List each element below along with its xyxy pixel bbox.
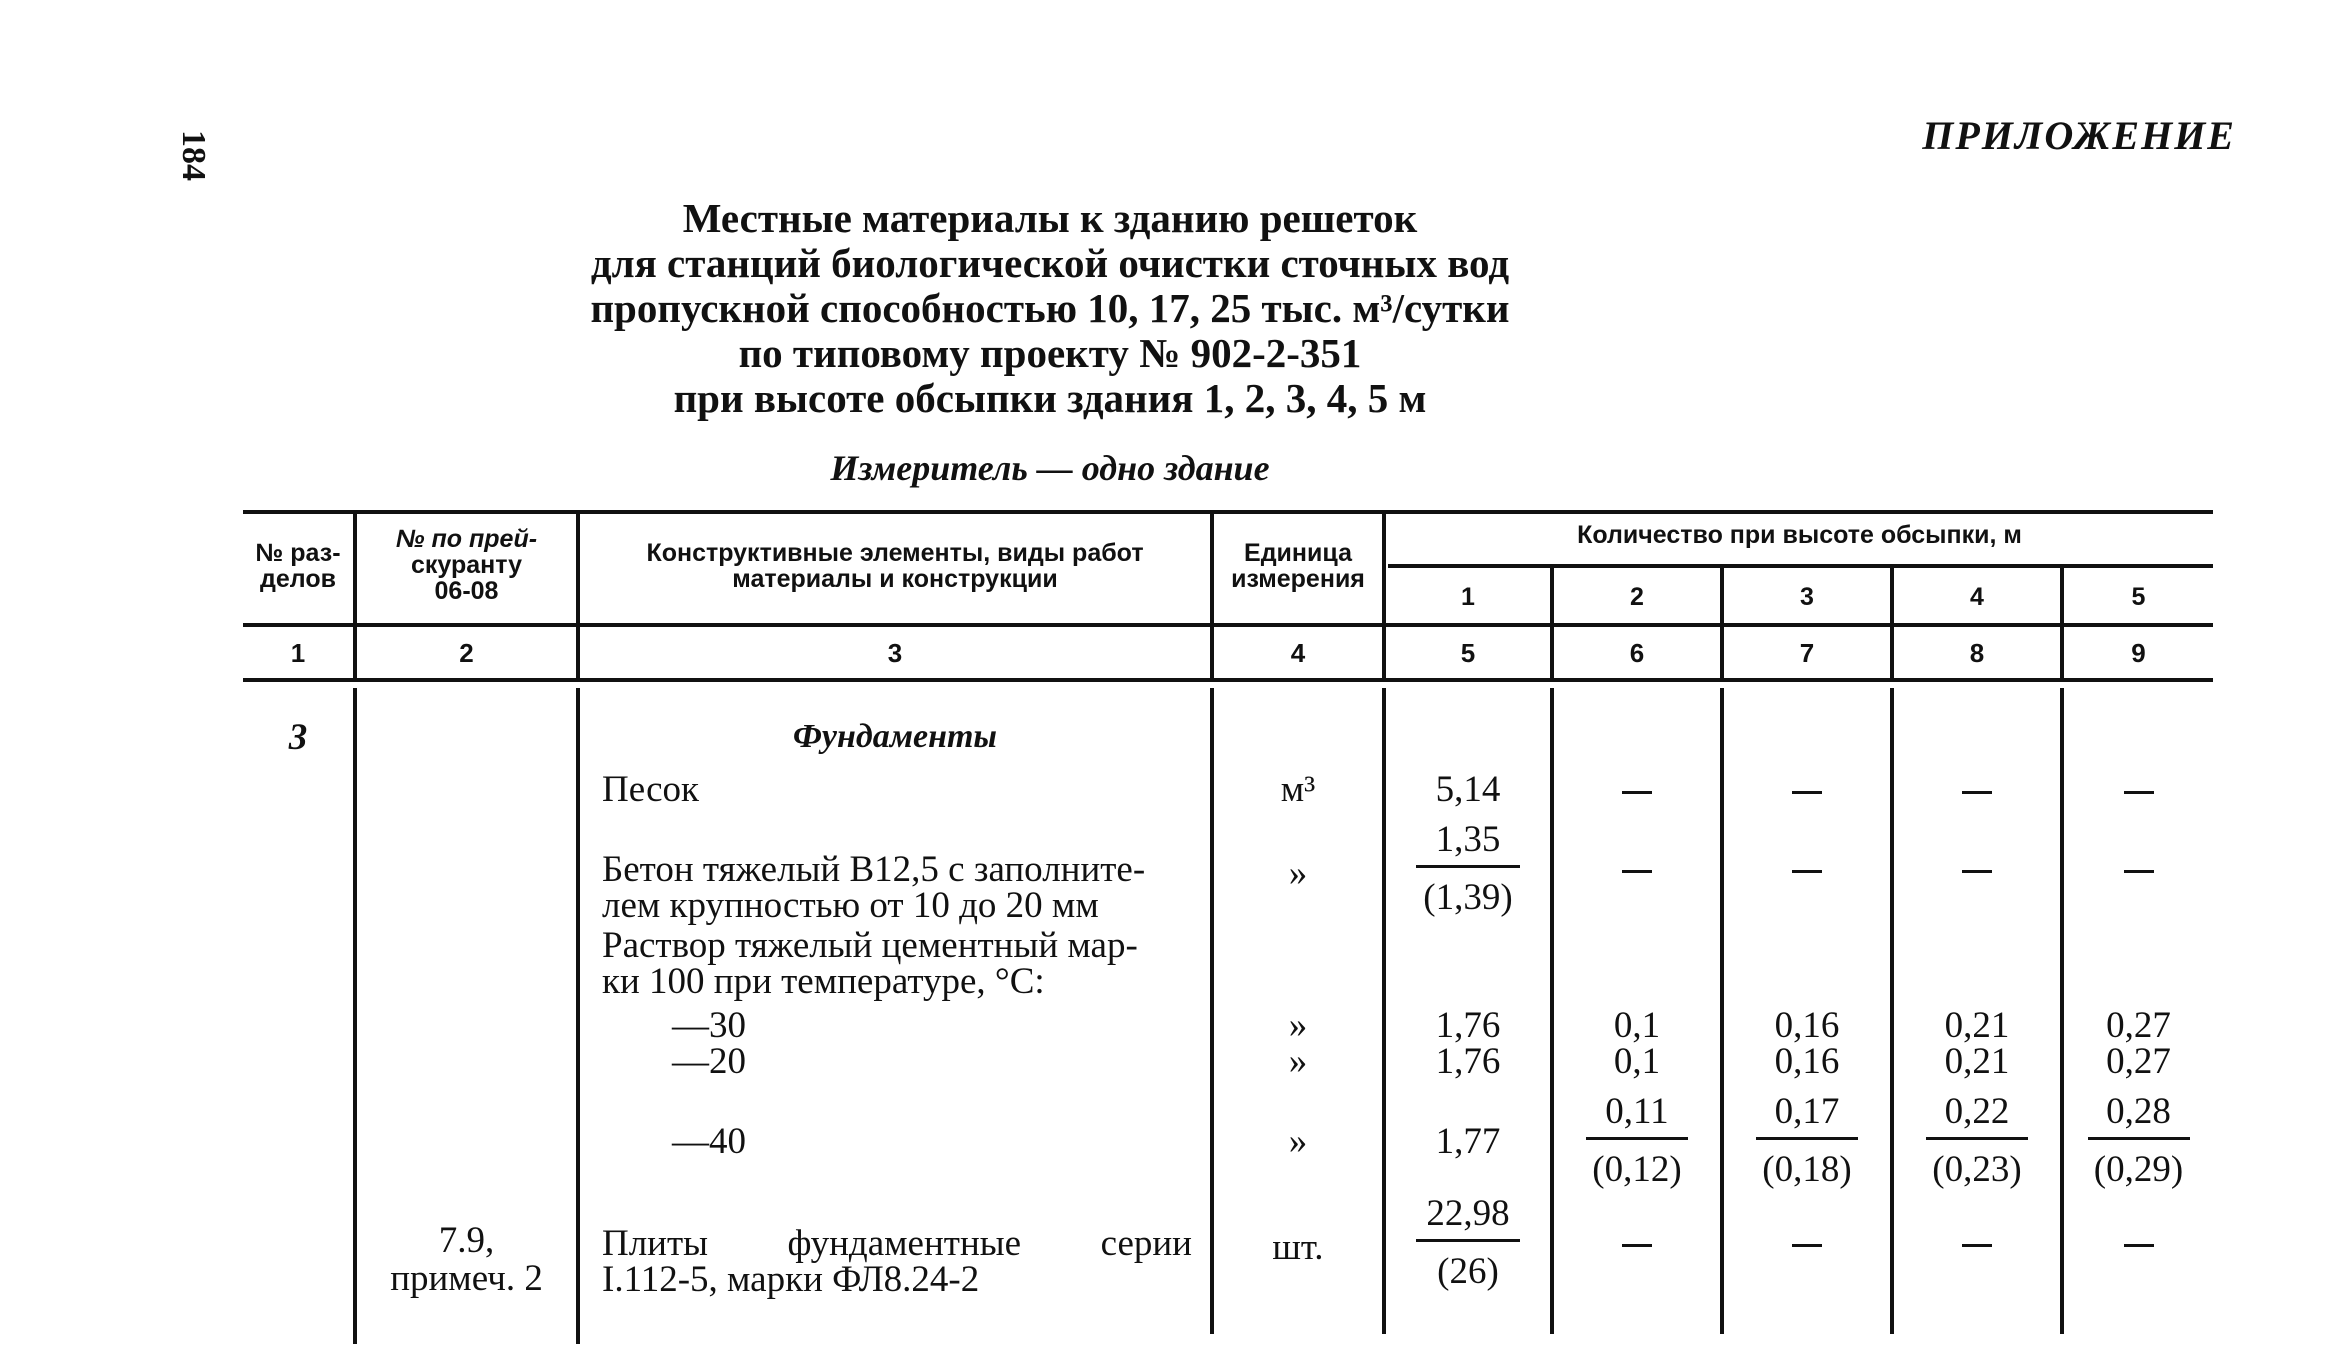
group-header-rule: [1388, 564, 2213, 568]
dash: [1622, 870, 1652, 873]
row-temp-minus20-value-2: 0,1: [1613, 1041, 1661, 1082]
dash: [1792, 791, 1822, 794]
row-concrete-unit: »: [1288, 853, 1308, 894]
dash: [2124, 791, 2154, 794]
row-concrete-name: Бетон тяжелый B12,5 с заполните- лем крупностью от 10 до 20 мм: [602, 849, 1146, 926]
header-height-4: 4: [1970, 583, 1984, 611]
row-concrete-value-1: 1,35 (1,39): [1386, 818, 1550, 919]
column-number: 3: [887, 638, 903, 668]
appendix-label: ПРИЛОЖЕНИЕ: [1922, 113, 2236, 158]
column-number: 7: [1799, 638, 1815, 668]
row-slabs-price-ref: 7.9, примеч. 2: [390, 1220, 543, 1299]
column-number: 5: [1460, 638, 1476, 668]
row-slabs-value-1: 22,98 (26): [1386, 1192, 1550, 1293]
table-top-rule: [243, 510, 2213, 514]
dash: [2124, 870, 2154, 873]
column-number: 4: [1290, 638, 1306, 668]
row-temp-minus20-value-5: 0,27: [2106, 1041, 2171, 1082]
row-temp-minus40-value-5: 0,28 (0,29): [2064, 1090, 2213, 1191]
section-number: 3: [288, 717, 308, 758]
row-temp-minus20: —20: [672, 1041, 746, 1082]
row-temp-minus20-value-3: 0,16: [1774, 1041, 1840, 1082]
header-height-2: 2: [1630, 583, 1644, 611]
column-number: 6: [1629, 638, 1645, 668]
title-line: пропускной способностью 10, 17, 25 тыс. м³/сутки: [590, 285, 1510, 331]
header-unit: Единица измерения: [1231, 539, 1365, 593]
row-temp-minus20-value-4: 0,21: [1944, 1041, 2010, 1082]
row-temp-minus40-unit: »: [1288, 1121, 1308, 1162]
dash: [1792, 1244, 1822, 1247]
row-temp-minus20-value-1: 1,76: [1435, 1041, 1501, 1082]
row-sand-name: Песок: [602, 769, 699, 810]
page-number: 184: [175, 130, 212, 181]
header-bottom-rule: [243, 623, 2213, 627]
column-number: 9: [2131, 638, 2146, 668]
row-temp-minus40-value-2: 0,11 (0,12): [1554, 1090, 1720, 1191]
header-height-3: 3: [1800, 583, 1814, 611]
header-price-list-number: № по прей- скуранту 06-08: [395, 525, 538, 605]
meter-caption: Измеритель — одно здание: [830, 448, 1270, 488]
row-temp-minus40: —40: [672, 1121, 746, 1162]
header-height-1: 1: [1461, 583, 1475, 611]
row-temp-minus20-unit: »: [1288, 1041, 1308, 1082]
column-number: 1: [290, 638, 306, 668]
col-divider: [576, 688, 580, 1344]
header-height-5: 5: [2131, 583, 2146, 611]
row-temp-minus30-value-4: 0,21: [1944, 1005, 2010, 1046]
section-heading: Фундаменты: [792, 718, 998, 755]
title-line: по типовому проекту № 902-2-351: [738, 330, 1362, 376]
dash: [1622, 1244, 1652, 1247]
document-title: [480, 196, 1620, 421]
row-temp-minus30-value-5: 0,27: [2106, 1005, 2171, 1046]
title-line: для станций биологической очистки сточных вод: [590, 240, 1510, 286]
dash: [1962, 1244, 1992, 1247]
row-temp-minus40-value-4: 0,22 (0,23): [1894, 1090, 2060, 1191]
row-mortar-name: Раствор тяжелый цементный мар- ки 100 при температуре, °С:: [602, 925, 1138, 1002]
row-slabs-unit: шт.: [1272, 1227, 1324, 1268]
title-line: Местные материалы к зданию решеток: [682, 195, 1418, 241]
row-slabs-name: Плиты фундаментные серии I.112-5, марки ФЛ8.24-2: [602, 1223, 1192, 1300]
row-temp-minus30-unit: »: [1288, 1005, 1308, 1046]
header-elements: Конструктивные элементы, виды работ материалы и конструкции: [646, 539, 1144, 593]
row-temp-minus30: —30: [672, 1005, 746, 1046]
column-number-rule: [243, 678, 2213, 682]
header-section-number: № раз- делов: [255, 539, 341, 593]
row-temp-minus30-value-1: 1,76: [1435, 1005, 1501, 1046]
dash: [1962, 870, 1992, 873]
dash: [1622, 791, 1652, 794]
row-temp-minus30-value-2: 0,1: [1613, 1005, 1661, 1046]
column-number: 2: [459, 638, 474, 668]
dash: [2124, 1244, 2154, 1247]
row-temp-minus40-value-3: 0,17 (0,18): [1724, 1090, 1890, 1191]
column-number: 8: [1969, 638, 1985, 668]
dash: [1962, 791, 1992, 794]
title-line: при высоте обсыпки здания 1, 2, 3, 4, 5 м: [673, 375, 1427, 421]
row-temp-minus30-value-3: 0,16: [1774, 1005, 1840, 1046]
row-sand-value-1: 5,14: [1435, 769, 1501, 810]
dash: [1792, 870, 1822, 873]
row-sand-unit: м³: [1280, 769, 1316, 810]
header-quantity-group: Количество при высоте обсыпки, м: [1577, 521, 2022, 549]
row-temp-minus40-value-1: 1,77: [1435, 1121, 1501, 1162]
